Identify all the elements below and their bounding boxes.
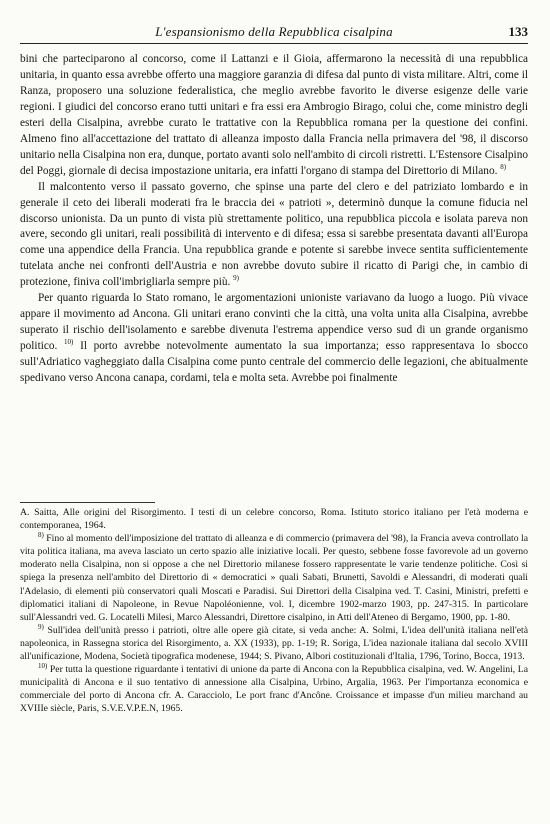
footnote-ref-10: 10): [64, 338, 74, 347]
footnote-rule: [20, 502, 155, 503]
footnote-9: [20, 624, 528, 663]
paragraph-3: [20, 291, 528, 387]
paragraph-3-text-a: Per quanto riguarda lo Stato romano, le argomentazioni unioniste variavano da luogo a luogo. Più vivace appare il movimento ad Ancona. Gli unitari erano convinti che la città, una volta unita alla Cisalpina, avrebbe superato il rischio dell'isolamento e sarebbe divenuta l'estrema appendice verso sud di un grande organismo politico.: [20, 292, 528, 353]
footnote-7-continued: A. Saitta, Alle origini del Risorgimento. I testi di un celebre concorso, Roma. Istituto storico italiano per l'età moderna e contemporanea, 1964.: [20, 507, 528, 532]
footnote-10-text: Per tutta la questione riguardante i tentativi di unione da parte di Ancona con la Repubblica cisalpina, ved. W. Angelini, La municipalità di Ancona e il suo tentativo di annessione alla Cisalpina, Urbino, Argalia, 1963. Per l'importanza economica e commerciale del porto di Ancona cfr. A. Caracciolo, Le port franc d'Ancône. Croissance et impasse d'un milieu marchand au XVIIIe siècle, Paris, S.V.E.V.P.E.N, 1965.: [20, 664, 528, 715]
footnote-8: [20, 532, 528, 624]
footnote-10-label: 10): [38, 661, 48, 670]
page-number: 133: [508, 24, 528, 39]
footnote-8-label: 8): [38, 530, 44, 539]
footnote-9-label: 9): [38, 622, 44, 631]
main-text: [20, 52, 528, 387]
footnote-ref-9: 9): [233, 274, 240, 283]
paragraph-3-text-b: Il porto avrebbe notevolmente aumentato la sua importanza; esso rappresentava lo sbocco sull'Adriatico vagheggiato dalla Cisalpina come punto centrale del commercio delle legazioni, che abitualmente spedivano verso Ancona canapa, cordami, tela e molta seta. Avrebbe poi finalmente: [20, 340, 529, 385]
footnote-10: [20, 663, 528, 715]
footnote-ref-8: 8): [500, 162, 507, 171]
footnote-9-text: Sull'idea dell'unità presso i patrioti, oltre alle opere già citate, si veda anche: A. Solmi, L'idea dell'unità italiana nell'età napoleonica, in Rassegna storica del Risorgimento, a. XX (1933), pp. 1-19; R. Soriga, L'idea nazionale italiana dal secolo XVIII all'unificazione, Modena, Società tipografica modenese, 1944; S. Pivano, Albori costituzionali d'Italia, 1796, Torino, Bocca, 1913.: [20, 624, 528, 663]
paragraph-1-text: bini che parteciparono al concorso, come il Lattanzi e il Gioia, affermarono la necessità di una repubblica unitaria, in quanto essa avrebbe offerto una maggiore garanzia di difesa dal punto di vista militare. Altri, come il Ranza, proposero una soluzione federalistica, che meglio avrebbe favorito le diverse esigenze delle varie regioni. I giudici del concorso erano tutti unitari e fra essi era Ambrogio Birago, colui che, come ministro degli esteri della Cisalpina, avrebbe curato le trattative con la Repubblica romana per la questione dei confini. Almeno fino all'accettazione del trattato di alleanza imposto dalla Francia nella primavera del '98, il discorso unitario nella Cisalpina non era, dunque, portato avanti solo nell'ambito di circoli ristretti. L'Estensore Cisalpino del Poggi, giornale di decisa impostazione unitaria, era infatti l'organo di stampa del Direttorio di Milano.: [20, 53, 528, 177]
header-rule: [20, 43, 528, 44]
footnotes: [20, 506, 528, 716]
paragraph-2-text: Il malcontento verso il passato governo, che spinse una parte del clero e del patriziato lombardo e in generale il ceto dei liberali moderati fra le braccia dei « patrioti », determinò dunque la comune fiducia nel discorso unionista. Da un punto di vista più strettamente politico, una repubblica piccola e isolata pareva non avere, secondo gli unitari, reali possibilità di intervento e di difesa; essa si sarebbe presentata davanti all'Europa come una appendice della Francia. Una repubblica grande e potente si sarebbe invece sentita sufficientemente tutelata anche nei confronti dell'Austria e non avrebbe dovuto subire il ricatto di Parigi che, in cambio di protezione, finiva coll'imbrigliarla sempre più.: [20, 180, 528, 289]
paragraph-1: [20, 52, 528, 180]
paragraph-2: [20, 180, 528, 292]
running-title: L'espansionismo della Repubblica cisalpina: [155, 24, 393, 39]
footnote-8-text: Fino al momento dell'imposizione del trattato di alleanza e di commercio (primavera del '98), la Francia aveva controllato la vita politica italiana, ma aveva lasciato un certo spazio alle iniziative locali. Per questo, sebbene fosse favorevole ad un governo moderato nella Cisalpina, non si oppose a che nel Direttorio milanese fossero rappresentate le varie tendenze politiche. Così si spiega la presenza nell'ambito del Direttorio di « democratici » quali Sabati, Brunetti, Savoldi e Alessandri, di moderati quali l'Adelasio, di elementi più conservatori quali Moscati e Paradisi. Sui Direttori della Cisalpina ved. T. Casini, Ministri, prefetti e diplomatici italiani di Napoleone, in Revue Napoléonienne, vol. I, dicembre 1902-marzo 1903, pp. 247-315. In particolare sull'Alessandri ved. G. Locatelli Milesi, Marco Alessandri, Direttore cisalpino, in Atti dell'Ateneo di Bergamo, 1900, pp. 1-80.: [20, 533, 528, 623]
